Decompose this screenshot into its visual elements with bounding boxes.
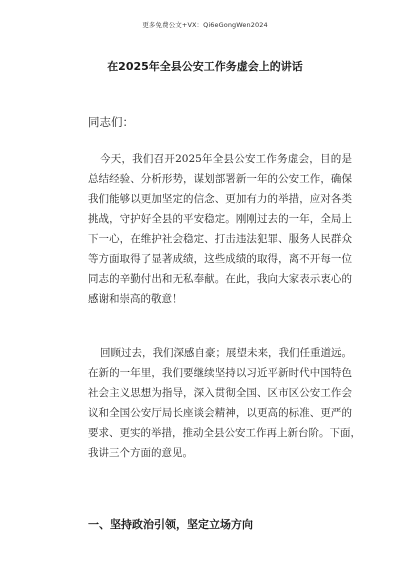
document-title: 在2025年全县公安工作务虚会上的讲话 [107,60,303,73]
paragraph-1-line: 同志的辛勤付出和无私奉献。在此，我向大家表示衷心的 [88,273,352,285]
paragraph-1-line: 总结经验、分析形势，谋划部署新一年的公安工作，确保 [88,173,352,185]
paragraph-1-line: 等方面取得了显著成绩，这些成绩的取得，离不开每一位 [88,253,352,265]
salutation: 同志们： [88,115,134,129]
header-note: 更多免费公文+VX：Qi6eGongWen2024 [142,21,268,29]
paragraph-2-line: 回顾过去，我们深感自豪；展望未来，我们任重道远。 [100,347,352,359]
paragraph-1-line: 感谢和崇高的敬意！ [88,293,183,305]
paragraph-1-line: 今天，我们召开2025年全县公安工作务虚会，目的是 [100,153,352,165]
paragraph-2-line: 社会主义思想为指导，深入贯彻全国、区市区公安工作会 [88,387,352,399]
paragraph-1-line: 我们能够以更加坚定的信念、更加有力的举措，应对各类 [88,193,352,205]
paragraph-2-line: 要求、更实的举措，推动全县公安工作再上新台阶。下面， [88,427,361,439]
paragraph-2-line: 议和全国公安厅局长座谈会精神，以更高的标准、更严的 [88,407,352,419]
paragraph-2-line: 我讲三个方面的意见。 [88,447,193,459]
paragraph-1-line: 下一心，在维护社会稳定、打击违法犯罪、服务人民群众 [88,233,352,245]
section-heading: 一、坚持政治引领，坚定立场方向 [88,518,253,531]
paragraph-2-line: 在新的一年里，我们要继续坚持以习近平新时代中国特色 [88,367,352,379]
paragraph-1-line: 挑战，守护好全县的平安稳定。刚刚过去的一年，全局上 [88,213,352,225]
